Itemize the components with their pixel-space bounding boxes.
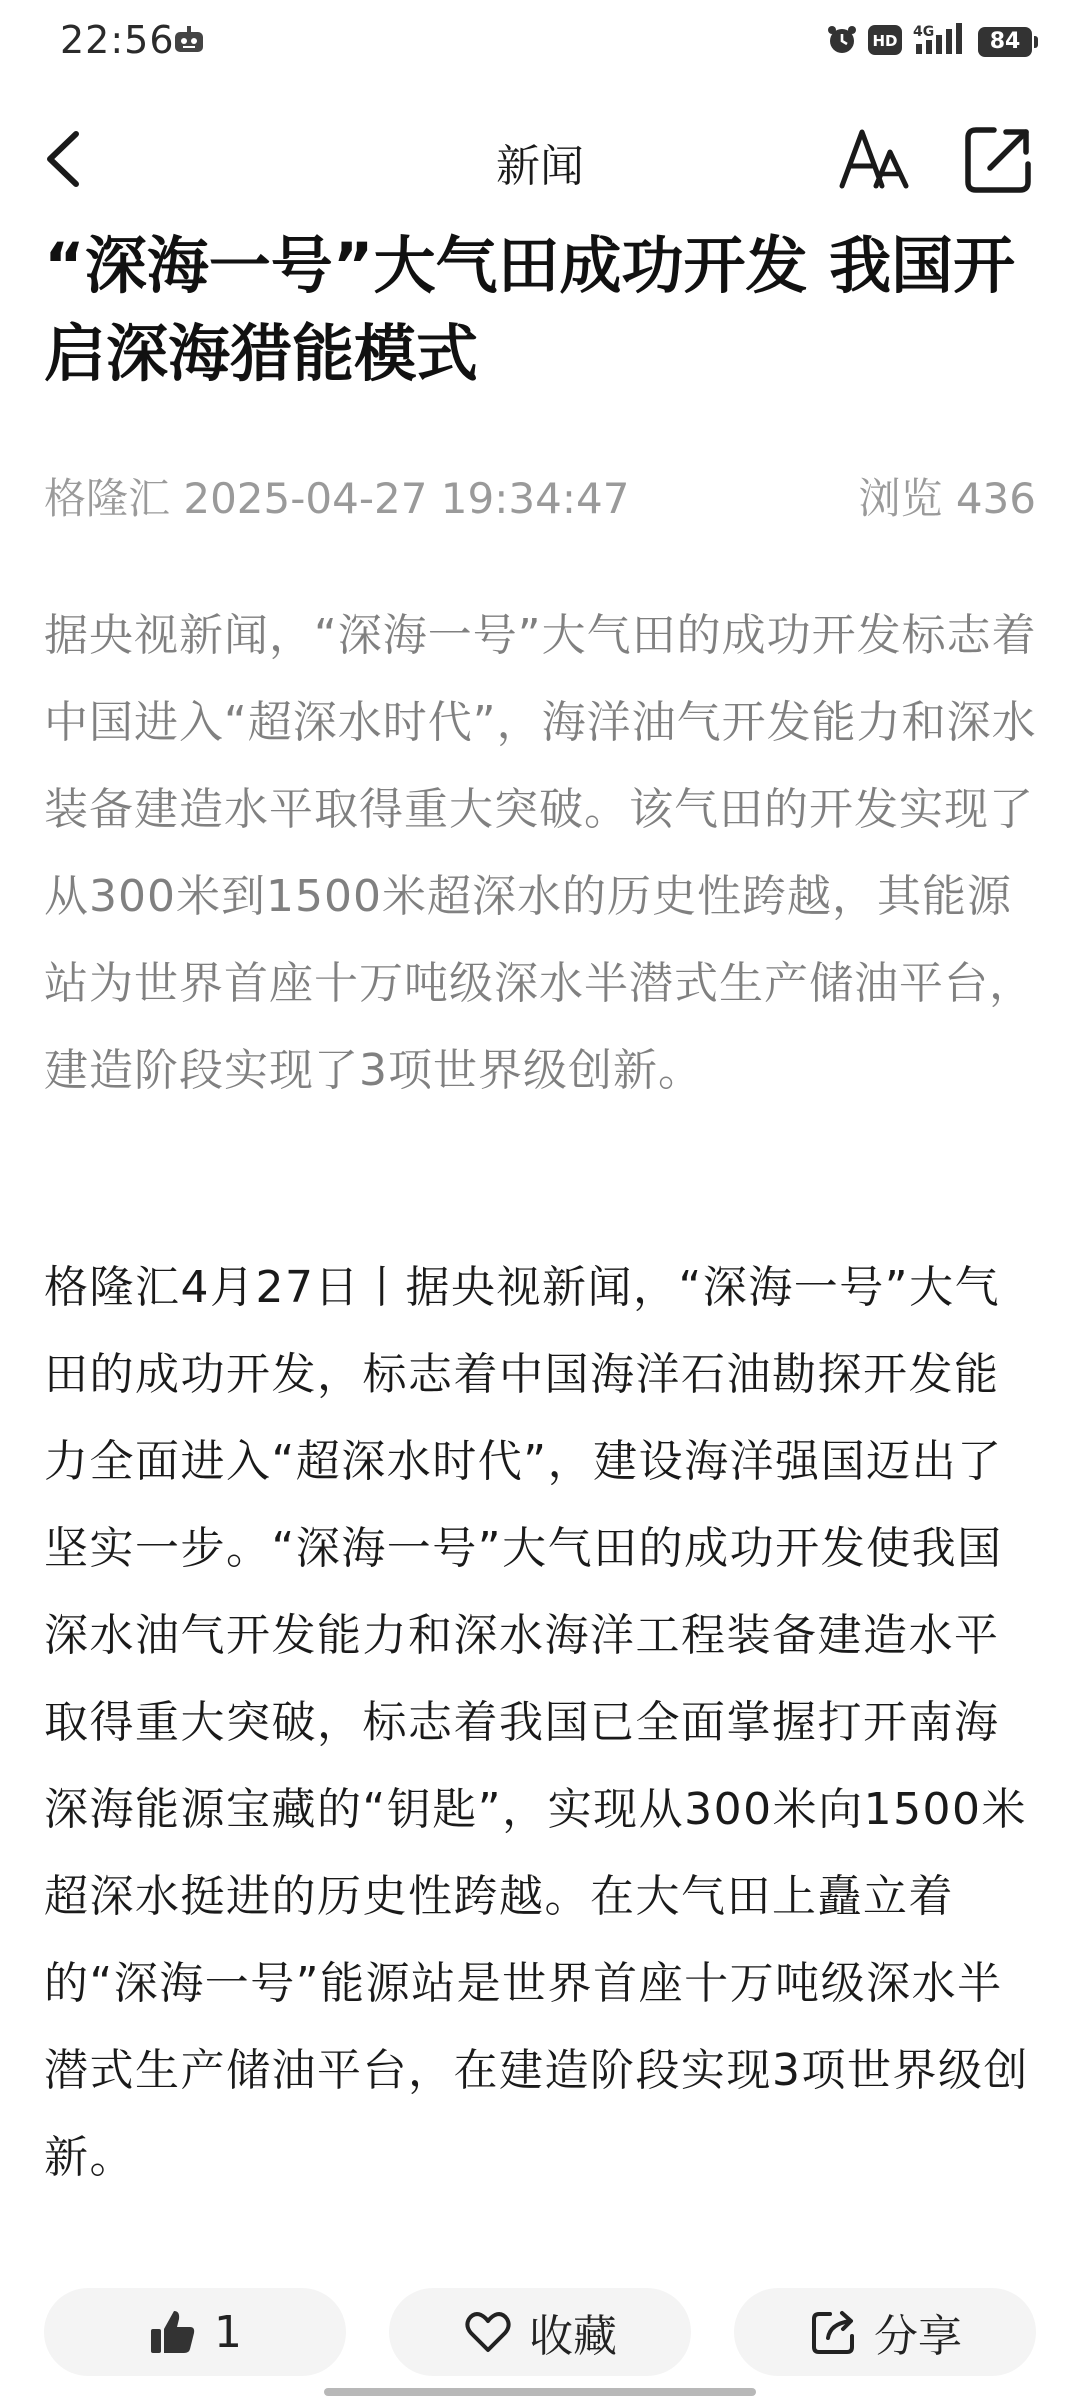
svg-text:HD: HD <box>872 32 898 50</box>
share-icon <box>808 2307 858 2357</box>
top-nav-bar <box>0 104 1080 214</box>
external-share-icon <box>960 122 1036 198</box>
share-button[interactable] <box>734 2288 1036 2376</box>
battery-icon: 84 <box>978 27 1032 57</box>
share-top-button[interactable] <box>960 122 1036 198</box>
svg-text:4G: 4G <box>913 24 935 40</box>
home-indicator[interactable] <box>324 2388 756 2396</box>
article-meta <box>44 466 1036 526</box>
favorite-button[interactable] <box>389 2288 691 2376</box>
article-title: “深海一号”大气田成功开发 我国开启深海猎能模式 <box>44 229 1016 390</box>
font-size-icon <box>836 122 912 198</box>
article-summary: 据央视新闻，“深海一号”大气田的成功开发标志着中国进入“超深水时代”，海洋油气开发能力和深水装备建造水平取得重大突破。该气田的开发实现了从300米到1500米超深水的历史性跨越，其能源站为世界首座十万吨级深水半潜式生产储油平台，建造阶段实现了3项世界级创新。 <box>44 610 1037 1096</box>
like-count: 1 <box>214 2306 242 2358</box>
status-time: 22:56 <box>60 18 175 62</box>
status-icons <box>826 20 1032 64</box>
robot-icon <box>172 24 206 56</box>
signal-icon <box>912 22 968 62</box>
favorite-label: 收藏 <box>529 2311 617 2362</box>
like-button[interactable] <box>44 2288 346 2376</box>
article-body: 格隆汇4月27日丨据央视新闻，“深海一号”大气田的成功开发，标志着中国海洋石油勘探开发能力全面进入“超深水时代”，建设海洋强国迈出了坚实一步。“深海一号”大气田的成功开发使我国深水油气开发能力和深水海洋工程装备建造水平取得重大突破，标志着我国已全面掌握打开南海深海能源宝藏的“钥匙”，实现从300米向1500米超深水挺进的历史性跨越。在大气田上矗立着的“深海一号”能源站是世界首座十万吨级深水半潜式生产储油平台，在建造阶段实现3项世界级创新。 <box>44 1262 1029 2183</box>
status-bar <box>0 0 1080 84</box>
heart-icon <box>463 2307 513 2357</box>
hd-icon <box>868 25 902 59</box>
view-count: 浏览 436 <box>858 474 1036 523</box>
article-source-time: 格隆汇 2025-04-27 19:34:47 <box>44 474 630 523</box>
action-bar <box>44 2288 1036 2376</box>
alarm-icon <box>826 24 858 60</box>
thumbs-up-icon <box>148 2307 198 2357</box>
share-label: 分享 <box>874 2311 962 2362</box>
page-title: 新闻 <box>496 141 584 192</box>
font-size-button[interactable] <box>836 122 912 198</box>
